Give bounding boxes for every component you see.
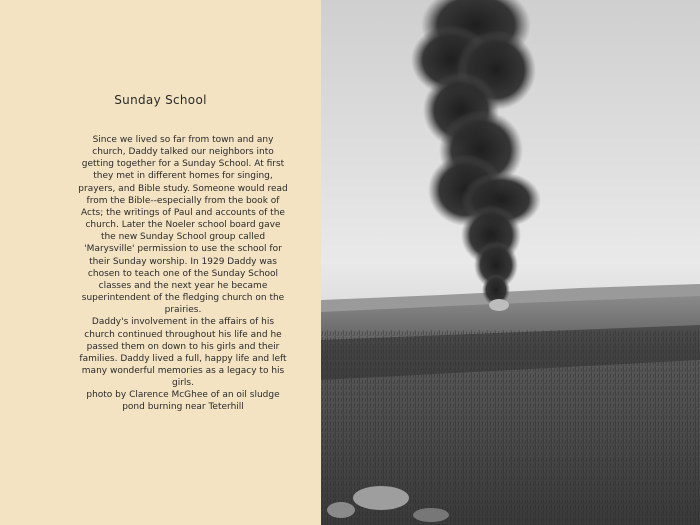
page-title: Sunday School: [114, 93, 207, 107]
text-panel: [0, 0, 321, 525]
rock: [353, 486, 409, 510]
smoke-photo: [321, 0, 700, 525]
body-text: [78, 134, 288, 414]
paragraph-sunday-school: Since we lived so far from town and any church, Daddy talked our neighbors into getting together for a Sunday School. At first they met in different homes for singing, prayers, and Bible study. Someone would read from the Bible--especially from the book of Acts; the writings of Paul and accounts of the church. Later the Noeler school board gave the new Sunday School group called 'Marysville' permission to use the school for their Sunday worship. In 1929 Daddy was chosen to teach one of the Sunday School classes and the next year he became superintendent of the fledging church on the prairies.: [78, 135, 288, 316]
paragraph-legacy: Daddy's involvement in the affairs of his church continued throughout his life and he passed them on down to his girls and their families. Daddy lived a full, happy life and left many wonderful memories as a legacy to his girls.: [79, 317, 287, 389]
rock: [327, 502, 355, 518]
fire-glow: [489, 299, 509, 311]
photo-caption: photo by Clarence McGhee of an oil sludge pond burning near Teterhill: [86, 390, 280, 413]
rock: [413, 508, 449, 522]
